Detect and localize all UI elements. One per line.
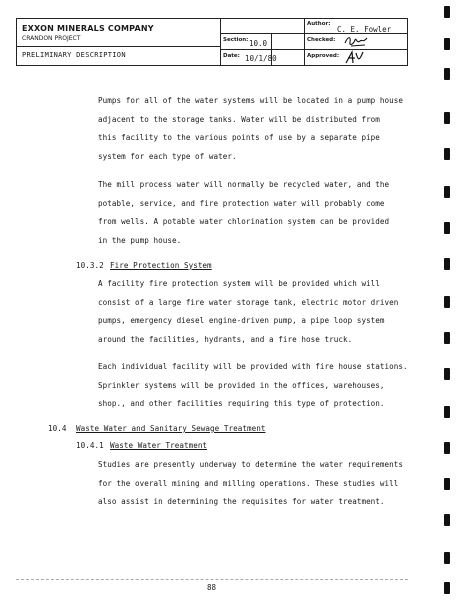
paragraph-line: pumps, emergency diesel engine-driven pump, a pipe loop system — [98, 316, 385, 325]
paragraph-line: Pumps for all of the water systems will be located in a pump house — [98, 96, 404, 105]
binding-mark — [444, 148, 450, 160]
section-number: 10.4.1 — [76, 441, 104, 450]
paragraph-line: The mill process water will normally be recycled water, and the — [98, 180, 390, 189]
paragraph-line: shop., and other facilities requiring this type of protection. — [98, 399, 385, 408]
binding-mark — [444, 222, 450, 234]
paragraph-line: from wells. A potable water chlorination system can be provided — [98, 217, 390, 226]
paragraph-line: Studies are presently underway to determine the water requirements — [98, 460, 404, 469]
checked-label: Checked: — [307, 37, 336, 43]
binding-mark — [444, 478, 450, 490]
binding-mark — [444, 406, 450, 418]
binding-mark — [444, 442, 450, 454]
section-label: Section: — [223, 37, 249, 43]
checked-signature — [343, 34, 369, 51]
paragraph-line: in the pump house. — [98, 236, 182, 245]
binding-mark — [444, 6, 450, 18]
approved-label: Approved: — [307, 53, 340, 59]
paragraph-line: system for each type of water. — [98, 152, 237, 161]
binding-mark — [444, 38, 450, 50]
header-divider — [17, 46, 220, 47]
binding-mark — [444, 186, 450, 198]
header-divider — [304, 19, 305, 65]
header-divider — [220, 19, 221, 65]
binding-mark — [444, 552, 450, 564]
document-description: PRELIMINARY DESCRIPTION — [22, 51, 126, 59]
company-name: EXXON MINERALS COMPANY — [22, 24, 154, 33]
footer-rule — [16, 579, 408, 580]
binding-mark — [444, 296, 450, 308]
paragraph-line: for the overall mining and milling operations. These studies will — [98, 479, 399, 488]
binding-mark — [444, 258, 450, 270]
project-name: CRANDON PROJECT — [22, 35, 81, 42]
paragraph-line: around the facilities, hydrants, and a fire hose truck. — [98, 335, 353, 344]
binding-mark — [444, 514, 450, 526]
author-label: Author: — [307, 21, 331, 27]
binding-mark — [444, 332, 450, 344]
paragraph-line: Sprinkler systems will be provided in the offices, warehouses, — [98, 381, 385, 390]
binding-mark — [444, 368, 450, 380]
paragraph-line: consist of a large fire water storage tank, electric motor driven — [98, 298, 399, 307]
paragraph-line: this facility to the various points of use by a separate pipe — [98, 133, 380, 142]
paragraph-line: A facility fire protection system will be provided which will — [98, 279, 380, 288]
binding-mark — [444, 112, 450, 124]
header-block — [16, 18, 408, 66]
paragraph-line: potable, service, and fire protection water will probably come — [98, 199, 385, 208]
page-number: 88 — [207, 583, 217, 592]
section-heading: Fire Protection System — [110, 261, 212, 270]
date-value: 10/1/80 — [245, 54, 277, 63]
section-number: 10.4 — [48, 424, 67, 433]
section-number: 10.3.2 — [76, 261, 104, 270]
section-heading: Waste Water and Sanitary Sewage Treatment — [76, 424, 266, 433]
binding-marks — [444, 0, 452, 600]
date-label: Date: — [223, 53, 240, 59]
paragraph-line: adjacent to the storage tanks. Water will be distributed from — [98, 115, 380, 124]
binding-mark — [444, 582, 450, 594]
paragraph-line: Each individual facility will be provided with fire house stations. — [98, 362, 408, 371]
binding-mark — [444, 68, 450, 80]
section-heading: Waste Water Treatment — [110, 441, 208, 450]
approved-initials — [343, 50, 365, 66]
section-value: 10.0 — [249, 39, 268, 48]
header-divider — [220, 49, 407, 50]
checked-initials — [343, 34, 369, 48]
approved-signature — [343, 50, 365, 69]
author-value: C. E. Fowler — [337, 25, 392, 34]
paragraph-line: also assist in determining the requisites for water treatment. — [98, 497, 385, 506]
